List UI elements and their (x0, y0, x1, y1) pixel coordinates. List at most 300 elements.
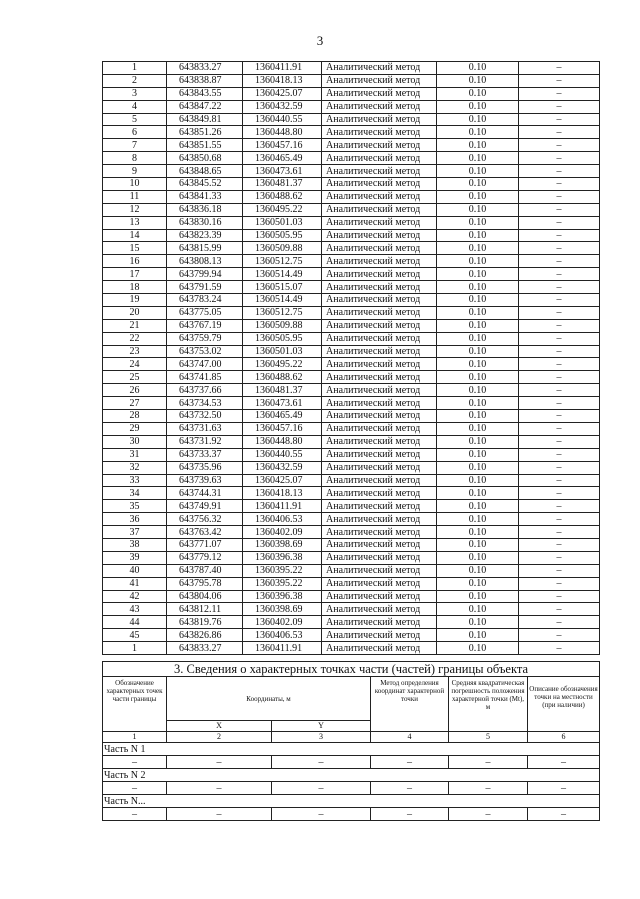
x-coordinate: 643838.87 (167, 74, 243, 87)
dash-cell: – (371, 808, 449, 821)
method-cell: Аналитический метод (322, 500, 437, 513)
coordinate-row (103, 268, 600, 281)
x-coordinate: 643830.16 (167, 216, 243, 229)
x-coordinate: 643741.85 (167, 371, 243, 384)
dash-cell: – (528, 782, 600, 795)
precision-cell: 0.10 (437, 397, 519, 410)
method-cell: Аналитический метод (322, 74, 437, 87)
coordinate-row (103, 203, 600, 216)
coordinate-row (103, 139, 600, 152)
method-cell: Аналитический метод (322, 294, 437, 307)
x-coordinate: 643783.24 (167, 294, 243, 307)
precision-cell: 0.10 (437, 642, 519, 655)
y-coordinate: 1360418.13 (243, 487, 322, 500)
col-number: 6 (528, 732, 600, 743)
coordinate-row (103, 513, 600, 526)
x-coordinate: 643833.27 (167, 642, 243, 655)
precision-cell: 0.10 (437, 294, 519, 307)
description-cell: – (519, 268, 600, 281)
coordinate-row (103, 294, 600, 307)
x-coordinate: 643731.63 (167, 422, 243, 435)
precision-cell: 0.10 (437, 332, 519, 345)
x-coordinate: 643836.18 (167, 203, 243, 216)
point-number: 12 (103, 203, 167, 216)
point-number: 24 (103, 358, 167, 371)
precision-cell: 0.10 (437, 178, 519, 191)
description-cell: – (519, 306, 600, 319)
y-coordinate: 1360440.55 (243, 448, 322, 461)
x-coordinate: 643732.50 (167, 410, 243, 423)
point-number: 4 (103, 100, 167, 113)
col-number: 5 (449, 732, 528, 743)
coordinate-row (103, 165, 600, 178)
precision-cell: 0.10 (437, 229, 519, 242)
description-cell: – (519, 551, 600, 564)
precision-cell: 0.10 (437, 268, 519, 281)
coordinate-row (103, 616, 600, 629)
description-cell: – (519, 384, 600, 397)
y-coordinate: 1360481.37 (243, 384, 322, 397)
precision-cell: 0.10 (437, 255, 519, 268)
x-coordinate: 643753.02 (167, 345, 243, 358)
y-coordinate: 1360473.61 (243, 165, 322, 178)
description-cell: – (519, 577, 600, 590)
precision-cell: 0.10 (437, 616, 519, 629)
point-number: 45 (103, 629, 167, 642)
point-number: 37 (103, 526, 167, 539)
method-cell: Аналитический метод (322, 255, 437, 268)
x-coordinate: 643843.55 (167, 87, 243, 100)
coordinate-row (103, 526, 600, 539)
description-cell: – (519, 422, 600, 435)
precision-cell: 0.10 (437, 319, 519, 332)
point-number: 10 (103, 178, 167, 191)
description-cell: – (519, 332, 600, 345)
coordinate-row (103, 319, 600, 332)
dash-cell: – (449, 808, 528, 821)
point-number: 7 (103, 139, 167, 152)
x-coordinate: 643779.12 (167, 551, 243, 564)
header-y: Y (272, 720, 371, 731)
precision-cell: 0.10 (437, 165, 519, 178)
dash-cell: – (103, 756, 167, 769)
y-coordinate: 1360432.59 (243, 100, 322, 113)
point-number: 19 (103, 294, 167, 307)
section3-table (102, 661, 600, 821)
method-cell: Аналитический метод (322, 242, 437, 255)
description-cell: – (519, 603, 600, 616)
coordinate-row (103, 332, 600, 345)
y-coordinate: 1360465.49 (243, 152, 322, 165)
coordinate-row (103, 100, 600, 113)
precision-cell: 0.10 (437, 410, 519, 423)
description-cell: – (519, 74, 600, 87)
description-cell: – (519, 526, 600, 539)
y-coordinate: 1360411.91 (243, 500, 322, 513)
description-cell: – (519, 590, 600, 603)
coordinate-row (103, 126, 600, 139)
dash-cell: – (272, 808, 371, 821)
method-cell: Аналитический метод (322, 448, 437, 461)
point-number: 32 (103, 461, 167, 474)
point-number: 36 (103, 513, 167, 526)
coordinate-row (103, 410, 600, 423)
method-cell: Аналитический метод (322, 281, 437, 294)
point-number: 28 (103, 410, 167, 423)
point-number: 6 (103, 126, 167, 139)
point-number: 44 (103, 616, 167, 629)
section3-title: 3. Сведения о характерных точках части (частей) границы объекта (103, 662, 600, 677)
x-coordinate: 643737.66 (167, 384, 243, 397)
y-coordinate: 1360406.53 (243, 629, 322, 642)
method-cell: Аналитический метод (322, 526, 437, 539)
description-cell: – (519, 319, 600, 332)
description-cell: – (519, 345, 600, 358)
precision-cell: 0.10 (437, 422, 519, 435)
method-cell: Аналитический метод (322, 332, 437, 345)
description-cell: – (519, 461, 600, 474)
coordinate-row (103, 371, 600, 384)
y-coordinate: 1360509.88 (243, 242, 322, 255)
method-cell: Аналитический метод (322, 319, 437, 332)
x-coordinate: 643815.99 (167, 242, 243, 255)
method-cell: Аналитический метод (322, 190, 437, 203)
coordinate-row (103, 474, 600, 487)
col-number: 4 (371, 732, 449, 743)
y-coordinate: 1360495.22 (243, 203, 322, 216)
part-label: Часть N 1 (103, 743, 600, 756)
x-coordinate: 643733.37 (167, 448, 243, 461)
point-number: 11 (103, 190, 167, 203)
x-coordinate: 643749.91 (167, 500, 243, 513)
dash-cell: – (371, 756, 449, 769)
x-coordinate: 643845.52 (167, 178, 243, 191)
method-cell: Аналитический метод (322, 306, 437, 319)
precision-cell: 0.10 (437, 190, 519, 203)
col-number: 2 (167, 732, 272, 743)
header-x: X (167, 720, 272, 731)
method-cell: Аналитический метод (322, 62, 437, 75)
y-coordinate: 1360501.03 (243, 345, 322, 358)
point-number: 15 (103, 242, 167, 255)
x-coordinate: 643731.92 (167, 435, 243, 448)
description-cell: – (519, 358, 600, 371)
x-coordinate: 643851.55 (167, 139, 243, 152)
description-cell: – (519, 139, 600, 152)
coordinate-row (103, 255, 600, 268)
y-coordinate: 1360512.75 (243, 306, 322, 319)
x-coordinate: 643804.06 (167, 590, 243, 603)
y-coordinate: 1360448.80 (243, 435, 322, 448)
y-coordinate: 1360512.75 (243, 255, 322, 268)
y-coordinate: 1360396.38 (243, 551, 322, 564)
description-cell: – (519, 435, 600, 448)
point-number: 23 (103, 345, 167, 358)
y-coordinate: 1360509.88 (243, 319, 322, 332)
y-coordinate: 1360515.07 (243, 281, 322, 294)
description-cell: – (519, 62, 600, 75)
coordinate-row (103, 87, 600, 100)
description-cell: – (519, 190, 600, 203)
dash-cell: – (167, 808, 272, 821)
dash-cell: – (272, 782, 371, 795)
y-coordinate: 1360501.03 (243, 216, 322, 229)
dash-cell: – (103, 782, 167, 795)
x-coordinate: 643734.53 (167, 397, 243, 410)
y-coordinate: 1360432.59 (243, 461, 322, 474)
dash-cell: – (449, 782, 528, 795)
precision-cell: 0.10 (437, 526, 519, 539)
y-coordinate: 1360488.62 (243, 190, 322, 203)
point-number: 40 (103, 564, 167, 577)
precision-cell: 0.10 (437, 87, 519, 100)
point-number: 34 (103, 487, 167, 500)
y-coordinate: 1360448.80 (243, 126, 322, 139)
description-cell: – (519, 487, 600, 500)
dash-cell: – (103, 808, 167, 821)
coordinate-row (103, 500, 600, 513)
y-coordinate: 1360406.53 (243, 513, 322, 526)
description-cell: – (519, 629, 600, 642)
coordinate-row (103, 306, 600, 319)
header-method: Метод определения координат характерной точки (371, 677, 449, 732)
coordinate-row (103, 642, 600, 655)
method-cell: Аналитический метод (322, 178, 437, 191)
method-cell: Аналитический метод (322, 139, 437, 152)
point-number: 25 (103, 371, 167, 384)
precision-cell: 0.10 (437, 564, 519, 577)
y-coordinate: 1360457.16 (243, 139, 322, 152)
description-cell: – (519, 371, 600, 384)
method-cell: Аналитический метод (322, 435, 437, 448)
y-coordinate: 1360411.91 (243, 642, 322, 655)
precision-cell: 0.10 (437, 435, 519, 448)
y-coordinate: 1360398.69 (243, 538, 322, 551)
y-coordinate: 1360473.61 (243, 397, 322, 410)
precision-cell: 0.10 (437, 500, 519, 513)
precision-cell: 0.10 (437, 74, 519, 87)
method-cell: Аналитический метод (322, 87, 437, 100)
y-coordinate: 1360411.91 (243, 62, 322, 75)
x-coordinate: 643756.32 (167, 513, 243, 526)
description-cell: – (519, 564, 600, 577)
header-description: Описание обозначения точки на местности (при наличии) (528, 677, 600, 732)
precision-cell: 0.10 (437, 538, 519, 551)
description-cell: – (519, 87, 600, 100)
coordinate-row (103, 577, 600, 590)
y-coordinate: 1360402.09 (243, 526, 322, 539)
x-coordinate: 643735.96 (167, 461, 243, 474)
method-cell: Аналитический метод (322, 268, 437, 281)
precision-cell: 0.10 (437, 139, 519, 152)
description-cell: – (519, 538, 600, 551)
coordinate-row (103, 152, 600, 165)
method-cell: Аналитический метод (322, 629, 437, 642)
x-coordinate: 643791.59 (167, 281, 243, 294)
coordinate-row (103, 62, 600, 75)
coordinate-row (103, 538, 600, 551)
point-number: 22 (103, 332, 167, 345)
point-number: 21 (103, 319, 167, 332)
description-cell: – (519, 126, 600, 139)
point-number: 38 (103, 538, 167, 551)
coordinate-row (103, 448, 600, 461)
description-cell: – (519, 100, 600, 113)
y-coordinate: 1360395.22 (243, 577, 322, 590)
method-cell: Аналитический метод (322, 113, 437, 126)
description-cell: – (519, 397, 600, 410)
x-coordinate: 643744.31 (167, 487, 243, 500)
x-coordinate: 643848.65 (167, 165, 243, 178)
point-number: 30 (103, 435, 167, 448)
point-number: 8 (103, 152, 167, 165)
method-cell: Аналитический метод (322, 152, 437, 165)
precision-cell: 0.10 (437, 126, 519, 139)
description-cell: – (519, 474, 600, 487)
method-cell: Аналитический метод (322, 345, 437, 358)
point-number: 43 (103, 603, 167, 616)
coordinate-row (103, 461, 600, 474)
point-number: 35 (103, 500, 167, 513)
method-cell: Аналитический метод (322, 165, 437, 178)
description-cell: – (519, 500, 600, 513)
coordinates-table (102, 61, 600, 655)
point-number: 3 (103, 87, 167, 100)
x-coordinate: 643823.39 (167, 229, 243, 242)
part-label: Часть N... (103, 795, 600, 808)
method-cell: Аналитический метод (322, 358, 437, 371)
x-coordinate: 643833.27 (167, 62, 243, 75)
precision-cell: 0.10 (437, 152, 519, 165)
part-label: Часть N 2 (103, 769, 600, 782)
y-coordinate: 1360488.62 (243, 371, 322, 384)
point-number: 41 (103, 577, 167, 590)
y-coordinate: 1360465.49 (243, 410, 322, 423)
y-coordinate: 1360495.22 (243, 358, 322, 371)
page-number: 3 (316, 33, 324, 48)
x-coordinate: 643812.11 (167, 603, 243, 616)
method-cell: Аналитический метод (322, 371, 437, 384)
description-cell: – (519, 113, 600, 126)
point-number: 18 (103, 281, 167, 294)
coordinate-row (103, 281, 600, 294)
x-coordinate: 643808.13 (167, 255, 243, 268)
description-cell: – (519, 255, 600, 268)
point-number: 20 (103, 306, 167, 319)
col-number: 3 (272, 732, 371, 743)
precision-cell: 0.10 (437, 62, 519, 75)
x-coordinate: 643759.79 (167, 332, 243, 345)
coordinate-row (103, 397, 600, 410)
coordinate-row (103, 345, 600, 358)
x-coordinate: 643775.05 (167, 306, 243, 319)
method-cell: Аналитический метод (322, 397, 437, 410)
description-cell: – (519, 165, 600, 178)
dash-cell: – (167, 756, 272, 769)
method-cell: Аналитический метод (322, 461, 437, 474)
y-coordinate: 1360505.95 (243, 332, 322, 345)
point-number: 9 (103, 165, 167, 178)
y-coordinate: 1360481.37 (243, 178, 322, 191)
y-coordinate: 1360396.38 (243, 590, 322, 603)
header-point-designation: Обозначение характерных точек части границы (103, 677, 167, 732)
description-cell: – (519, 513, 600, 526)
description-cell: – (519, 152, 600, 165)
description-cell: – (519, 216, 600, 229)
method-cell: Аналитический метод (322, 538, 437, 551)
method-cell: Аналитический метод (322, 474, 437, 487)
y-coordinate: 1360398.69 (243, 603, 322, 616)
dash-cell: – (167, 782, 272, 795)
precision-cell: 0.10 (437, 461, 519, 474)
x-coordinate: 643767.19 (167, 319, 243, 332)
method-cell: Аналитический метод (322, 422, 437, 435)
dash-cell: – (528, 808, 600, 821)
method-cell: Аналитический метод (322, 229, 437, 242)
dash-cell: – (528, 756, 600, 769)
x-coordinate: 643851.26 (167, 126, 243, 139)
x-coordinate: 643849.81 (167, 113, 243, 126)
method-cell: Аналитический метод (322, 577, 437, 590)
coordinate-row (103, 113, 600, 126)
precision-cell: 0.10 (437, 590, 519, 603)
method-cell: Аналитический метод (322, 100, 437, 113)
x-coordinate: 643847.22 (167, 100, 243, 113)
precision-cell: 0.10 (437, 306, 519, 319)
x-coordinate: 643826.86 (167, 629, 243, 642)
method-cell: Аналитический метод (322, 551, 437, 564)
x-coordinate: 643795.78 (167, 577, 243, 590)
x-coordinate: 643819.76 (167, 616, 243, 629)
y-coordinate: 1360514.49 (243, 268, 322, 281)
precision-cell: 0.10 (437, 216, 519, 229)
point-number: 5 (103, 113, 167, 126)
point-number: 27 (103, 397, 167, 410)
header-precision: Средняя квадратическая погрешность положения характерной точки (Mt), м (449, 677, 528, 732)
precision-cell: 0.10 (437, 551, 519, 564)
y-coordinate: 1360395.22 (243, 564, 322, 577)
coordinate-row (103, 358, 600, 371)
coordinate-row (103, 178, 600, 191)
coordinate-row (103, 551, 600, 564)
description-cell: – (519, 178, 600, 191)
point-number: 39 (103, 551, 167, 564)
method-cell: Аналитический метод (322, 203, 437, 216)
coordinate-row (103, 384, 600, 397)
x-coordinate: 643739.63 (167, 474, 243, 487)
y-coordinate: 1360425.07 (243, 474, 322, 487)
point-number: 16 (103, 255, 167, 268)
precision-cell: 0.10 (437, 487, 519, 500)
coordinate-row (103, 564, 600, 577)
description-cell: – (519, 229, 600, 242)
x-coordinate: 643763.42 (167, 526, 243, 539)
coordinate-row (103, 216, 600, 229)
point-number: 33 (103, 474, 167, 487)
x-coordinate: 643850.68 (167, 152, 243, 165)
point-number: 1 (103, 62, 167, 75)
x-coordinate: 643747.00 (167, 358, 243, 371)
coordinate-row (103, 422, 600, 435)
description-cell: – (519, 448, 600, 461)
precision-cell: 0.10 (437, 603, 519, 616)
precision-cell: 0.10 (437, 281, 519, 294)
method-cell: Аналитический метод (322, 384, 437, 397)
y-coordinate: 1360425.07 (243, 87, 322, 100)
y-coordinate: 1360418.13 (243, 74, 322, 87)
method-cell: Аналитический метод (322, 603, 437, 616)
point-number: 1 (103, 642, 167, 655)
